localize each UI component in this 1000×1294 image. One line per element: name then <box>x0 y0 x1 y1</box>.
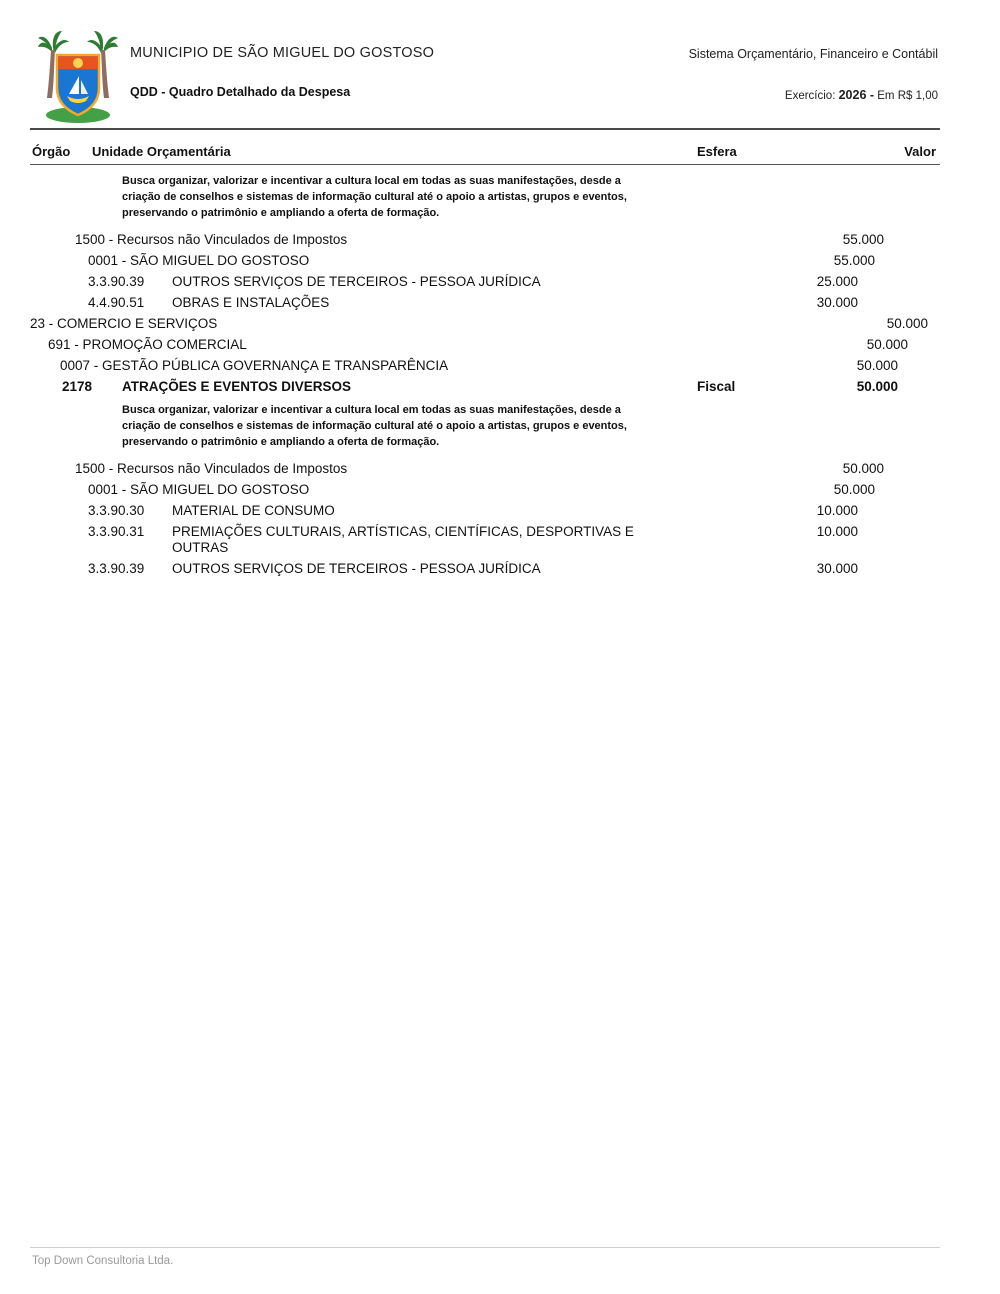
row-label: OUTROS SERVIÇOS DE TERCEIROS - PESSOA JURÍDICA <box>172 560 541 576</box>
municipality-coat-of-arms-logo <box>38 30 118 124</box>
coat-of-arms-icon <box>38 30 118 124</box>
row-valor: 25.000 <box>816 273 858 289</box>
row-label: 1500 - Recursos não Vinculados de Impostos <box>75 231 348 247</box>
row-label: PREMIAÇÕES CULTURAIS, ARTÍSTICAS, CIENTÍFICAS, DESPORTIVAS E OUTRAS <box>172 523 634 555</box>
row-valor: 50.000 <box>856 378 898 394</box>
table-row-uo <box>0 250 1000 271</box>
row-code: 3.3.90.30 <box>88 502 145 518</box>
row-valor: 50.000 <box>886 315 928 331</box>
action-description: Busca organizar, valorizar e incentivar a cultura local em todas as suas manifestações, desde a criação de conselhos e sistemas de informação cultural até o apoio a artistas, grupos e eventos, preservando o patrimônio e ampliando a oferta de formação. <box>122 403 627 448</box>
table-row-acao <box>0 376 1000 397</box>
report-title: QDD - Quadro Detalhado da Despesa <box>130 85 351 99</box>
footer-company: Top Down Consultoria Ltda. <box>32 1255 174 1267</box>
table-row-fonte <box>0 229 1000 250</box>
table-row-natureza <box>0 558 1000 579</box>
row-code: 4.4.90.51 <box>88 294 145 310</box>
row-label: 1500 - Recursos não Vinculados de Impostos <box>75 460 348 476</box>
header-rule <box>30 128 940 130</box>
row-valor: 50.000 <box>833 481 875 497</box>
column-header-rule <box>30 164 940 165</box>
municipality-name: MUNICIPIO DE SÃO MIGUEL DO GOSTOSO <box>130 45 435 61</box>
table-row-natureza <box>0 500 1000 521</box>
row-label: 0001 - SÃO MIGUEL DO GOSTOSO <box>88 252 310 268</box>
row-code: 3.3.90.39 <box>88 273 145 289</box>
column-header-valor: Valor <box>904 144 936 159</box>
table-row-natureza <box>0 292 1000 313</box>
row-label: 0001 - SÃO MIGUEL DO GOSTOSO <box>88 481 310 497</box>
row-label: OUTROS SERVIÇOS DE TERCEIROS - PESSOA JURÍDICA <box>172 273 541 289</box>
row-valor: 55.000 <box>833 252 875 268</box>
row-label: OBRAS E INSTALAÇÕES <box>172 294 330 310</box>
table-row-desc <box>0 170 1000 223</box>
row-label: 691 - PROMOÇÃO COMERCIAL <box>48 336 247 352</box>
exercise-line <box>785 88 938 102</box>
row-esfera: Fiscal <box>697 378 736 394</box>
footer-rule <box>30 1247 940 1248</box>
row-valor: 30.000 <box>816 560 858 576</box>
row-code: 2178 <box>62 378 93 394</box>
exercise-year: 2026 - <box>838 88 875 102</box>
column-header-unidade: Unidade Orçamentária <box>92 144 231 159</box>
table-row-desc <box>0 399 1000 452</box>
exercise-label: Exercício: <box>784 90 836 102</box>
row-label: MATERIAL DE CONSUMO <box>172 502 335 518</box>
table-column-headers <box>0 144 1000 164</box>
row-code: 3.3.90.31 <box>88 523 145 539</box>
table-row-natureza <box>0 271 1000 292</box>
table-row-uo <box>0 479 1000 500</box>
row-valor: 10.000 <box>816 502 858 518</box>
row-valor: 10.000 <box>816 523 858 539</box>
row-valor: 50.000 <box>866 336 908 352</box>
table-row-natureza <box>0 521 1000 558</box>
column-header-orgao: Órgão <box>32 144 71 159</box>
row-valor: 30.000 <box>816 294 858 310</box>
row-label: 23 - COMERCIO E SERVIÇOS <box>30 315 218 331</box>
row-valor: 50.000 <box>842 460 884 476</box>
table-row-funcao <box>0 334 1000 355</box>
column-header-esfera: Esfera <box>697 144 737 159</box>
table-row-orgao <box>0 313 1000 334</box>
currency-note: Em R$ 1,00 <box>877 90 938 102</box>
row-code: 3.3.90.39 <box>88 560 145 576</box>
row-valor: 55.000 <box>842 231 884 247</box>
row-label: ATRAÇÕES E EVENTOS DIVERSOS <box>122 378 352 394</box>
table-row-programa <box>0 355 1000 376</box>
action-description: Busca organizar, valorizar e incentivar a cultura local em todas as suas manifestações, desde a criação de conselhos e sistemas de informação cultural até o apoio a artistas, grupos e eventos, preservando o patrimônio e ampliando a oferta de formação. <box>122 174 627 219</box>
table-row-fonte <box>0 458 1000 479</box>
report-rows <box>0 168 1000 579</box>
row-valor: 50.000 <box>856 357 898 373</box>
system-name: Sistema Orçamentário, Financeiro e Contábil <box>688 47 938 61</box>
row-label: 0007 - GESTÃO PÚBLICA GOVERNANÇA E TRANSPARÊNCIA <box>60 357 449 373</box>
